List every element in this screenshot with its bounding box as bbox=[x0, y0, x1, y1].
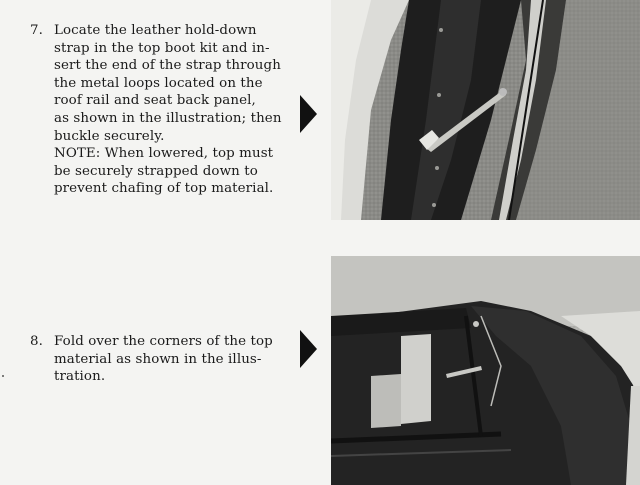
photo-strap-loops-drawing bbox=[331, 0, 640, 220]
step-7-instruction bbox=[30, 22, 292, 198]
step-7-line: the metal loops located on the bbox=[54, 75, 263, 91]
step-7-line: sert the end of the strap through bbox=[54, 58, 281, 74]
step-7-line: roof rail and seat back panel, bbox=[54, 93, 256, 109]
step-7-line: buckle securely. bbox=[54, 128, 165, 144]
pointer-arrow-icon bbox=[300, 95, 317, 133]
step-8-line: material as shown in the illus- bbox=[54, 351, 262, 367]
stray-mark bbox=[2, 375, 4, 377]
step-8-number: 8. bbox=[30, 334, 43, 349]
illustration-folded-corners bbox=[331, 256, 640, 485]
step-7-line: strap in the top boot kit and in- bbox=[54, 40, 270, 56]
step-7-line: Locate the leather hold-down bbox=[54, 23, 257, 38]
step-8-text bbox=[54, 333, 292, 386]
step-8-line: tration. bbox=[54, 369, 106, 385]
step-7-note-line: be securely strapped down to bbox=[54, 163, 258, 179]
illustration-strap-loops bbox=[331, 0, 640, 220]
step-8-instruction bbox=[30, 333, 292, 386]
step-7-text bbox=[54, 22, 292, 198]
step-8-line: Fold over the corners of the top bbox=[54, 334, 273, 349]
step-7-note-line: NOTE: When lowered, top must bbox=[54, 146, 274, 162]
step-7-note-line: prevent chafing of top material. bbox=[54, 181, 274, 197]
photo-folded-corners-drawing bbox=[331, 256, 640, 485]
step-7-number: 7. bbox=[30, 23, 43, 38]
pointer-arrow-icon bbox=[300, 330, 317, 368]
step-7-line: as shown in the illustration; then bbox=[54, 110, 282, 126]
